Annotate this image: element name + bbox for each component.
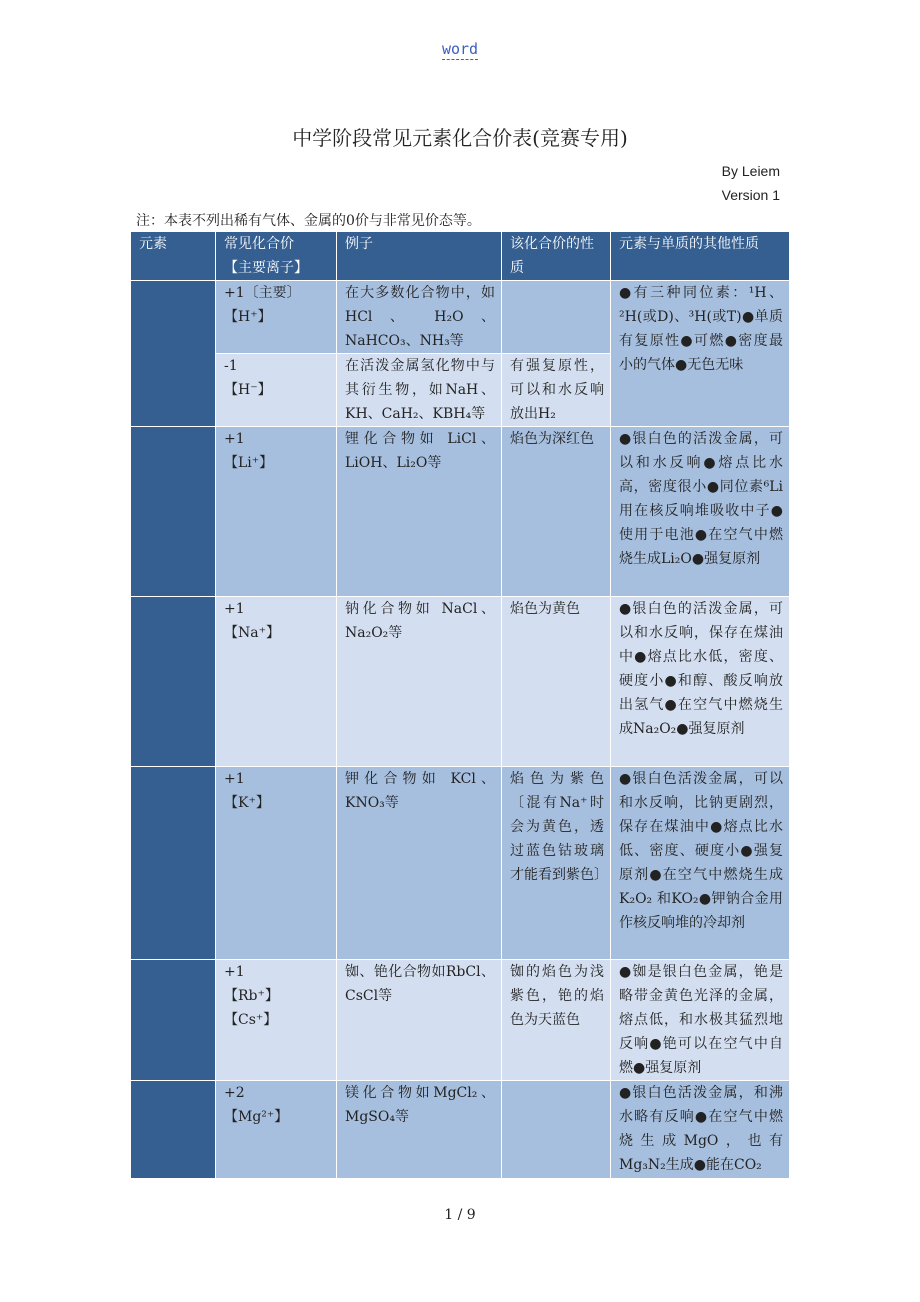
- valence-cell: [216, 1081, 337, 1179]
- example-cell: 锂化合物如 LiCl、LiOH、Li₂O等: [337, 427, 502, 597]
- valence-value: -1: [224, 358, 238, 374]
- document-title: 中学阶段常见元素化合价表(竞赛专用): [292, 126, 628, 150]
- header-valence-line1: 常见化合价: [224, 236, 294, 252]
- valence-table: [130, 231, 790, 1179]
- header-other: 元素与单质的其他性质: [611, 232, 790, 281]
- example-cell: 钾化合物如 KCl、KNO₃等: [337, 767, 502, 960]
- header-word-link[interactable]: word: [441, 40, 479, 58]
- table-row: [131, 597, 790, 767]
- element-cell: [131, 281, 216, 427]
- element-cell: [131, 767, 216, 960]
- element-cell: [131, 427, 216, 597]
- page-number: 1 / 9: [444, 1207, 476, 1223]
- example-cell: 镁化合物如MgCl₂、MgSO₄等: [337, 1081, 502, 1179]
- other-cell: ●银白色的活泼金属，可以和水反响●熔点比水高，密度很小●同位素⁶Li用在核反响堆吸收中子●使用于电池●在空气中燃烧生成Li₂O●强复原剂: [611, 427, 790, 597]
- valence-value: +1: [224, 771, 245, 787]
- table-row: [131, 281, 790, 354]
- example-cell: 在大多数化合物中，如 HCl 、 H₂O 、NaHCO₃、NH₃等: [337, 281, 502, 354]
- valence-cell: [216, 767, 337, 960]
- other-cell: ●有三种同位素：¹H、²H(或D)、³H(或T)●单质有复原性●可燃●密度最小的气体●无色无味: [611, 281, 790, 427]
- table-row: [131, 767, 790, 960]
- version-line: Version 1: [721, 187, 780, 203]
- table-header-row: [131, 232, 790, 281]
- element-cell: [131, 597, 216, 767]
- ion-value: 【H⁻】: [224, 382, 272, 398]
- valence-value: +1: [224, 431, 245, 447]
- ion-value: 【K⁺】: [224, 795, 270, 811]
- valence-value: +2: [224, 1085, 245, 1101]
- element-cell: [131, 1081, 216, 1179]
- header-valence-line2: 【主要离子】: [224, 260, 308, 276]
- ion-value: 【H⁺】: [224, 309, 272, 325]
- valence-value: +1〔主要〕: [224, 285, 301, 301]
- header-valence: [216, 232, 337, 281]
- header-example: 例子: [337, 232, 502, 281]
- property-cell: 铷的焰色为浅紫色，铯的焰色为天蓝色: [502, 960, 611, 1081]
- table-row: [131, 960, 790, 1081]
- valence-cell: [216, 597, 337, 767]
- valence-cell: [216, 281, 337, 354]
- valence-value: +1: [224, 964, 245, 980]
- element-cell: [131, 960, 216, 1081]
- example-cell: 在活泼金属氢化物中与其衍生物，如NaH、KH、CaH₂、KBH₄等: [337, 354, 502, 427]
- property-cell: 焰色为深红色: [502, 427, 611, 597]
- example-cell: 钠化合物如 NaCl、Na₂O₂等: [337, 597, 502, 767]
- valence-cell: [216, 960, 337, 1081]
- other-cell: ●铷是银白色金属，铯是略带金黄色光泽的金属，熔点低，和水极其猛烈地反响●铯可以在空气中自燃●强复原剂: [611, 960, 790, 1081]
- header-property: 该化合价的性质: [502, 232, 611, 281]
- author-line: By Leiem: [721, 163, 780, 179]
- table-row: [131, 427, 790, 597]
- property-cell: [502, 1081, 611, 1179]
- property-cell: 焰色为紫色〔混有Na⁺时会为黄色，透过蓝色钴玻璃才能看到紫色〕: [502, 767, 611, 960]
- valence-cell: [216, 354, 337, 427]
- other-cell: ●银白色活泼金属，和沸水略有反响●在空气中燃烧生成MgO，也有Mg₃N₂生成●能在CO₂: [611, 1081, 790, 1179]
- example-cell: 铷、铯化合物如RbCl、CsCl等: [337, 960, 502, 1081]
- ion-value: 【Na⁺】: [224, 625, 280, 641]
- ion-value: 【Li⁺】: [224, 455, 274, 471]
- property-cell: 焰色为黄色: [502, 597, 611, 767]
- valence-cell: [216, 427, 337, 597]
- table-note: 注：本表不列出稀有气体、金属的0价与非常见价态等。: [136, 213, 481, 229]
- ion-value: 【Rb⁺】: [224, 988, 279, 1004]
- ion-value-2: 【Cs⁺】: [224, 1012, 278, 1028]
- valence-value: +1: [224, 601, 245, 617]
- header-element: 元素: [131, 232, 216, 281]
- table-row: [131, 1081, 790, 1179]
- ion-value: 【Mg²⁺】: [224, 1109, 289, 1125]
- other-cell: ●银白色的活泼金属，可以和水反响，保存在煤油中●熔点比水低，密度、硬度小●和醇、酸反响放出氢气●在空气中燃烧生成Na₂O₂●强复原剂: [611, 597, 790, 767]
- other-cell: ●银白色活泼金属，可以和水反响，比钠更剧烈，保存在煤油中●熔点比水低、密度、硬度小●强复原剂●在空气中燃烧生成 K₂O₂ 和KO₂●钾钠合金用作核反响堆的冷却剂: [611, 767, 790, 960]
- property-cell: [502, 281, 611, 354]
- property-cell: 有强复原性，可以和水反响放出H₂: [502, 354, 611, 427]
